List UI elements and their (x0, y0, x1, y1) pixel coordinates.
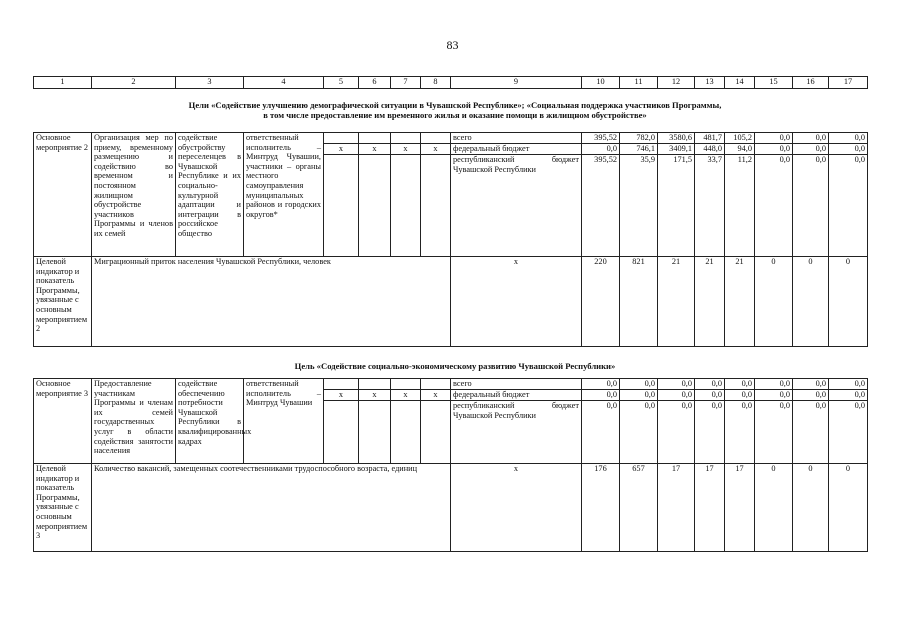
code-x: x (451, 257, 582, 347)
col-number: 12 (658, 77, 695, 89)
col-number: 15 (755, 77, 793, 89)
funding-value: 3580,6 (658, 133, 695, 144)
funding-value: 395,52 (582, 133, 620, 144)
code-x: x (359, 144, 391, 155)
code-x: x (324, 390, 359, 401)
funding-value: 0,0 (829, 401, 868, 464)
funding-source: республиканский бюджет Чувашской Республики (451, 401, 582, 464)
funding-value: 0,0 (829, 144, 868, 155)
funding-value: 0,0 (582, 390, 620, 401)
code-x: x (359, 390, 391, 401)
funding-source: всего (451, 379, 582, 390)
funding-value: 0,0 (725, 401, 755, 464)
measure-name: Основное мероприятие 3 (34, 379, 92, 464)
funding-source: республиканский бюджет Чувашской Республики (451, 155, 582, 257)
indicator-value: 657 (620, 464, 658, 552)
indicator-text: Количество вакансий, замещенных соотечественниками трудоспособного возраста, единиц (92, 464, 451, 552)
funding-value: 35,9 (620, 155, 658, 257)
funding-value: 0,0 (755, 144, 793, 155)
funding-value: 0,0 (755, 379, 793, 390)
col-number: 16 (793, 77, 829, 89)
indicator-value: 21 (725, 257, 755, 347)
funding-value: 0,0 (658, 401, 695, 464)
funding-value: 0,0 (755, 155, 793, 257)
funding-value: 0,0 (829, 390, 868, 401)
measure-description: Предоставление участникам Программы и членам их семей государственных услуг в области содействия занятости населения (92, 379, 176, 464)
indicator-value: 220 (582, 257, 620, 347)
funding-value: 0,0 (755, 133, 793, 144)
funding-value: 0,0 (793, 155, 829, 257)
indicator-value: 21 (695, 257, 725, 347)
measure-2-table (33, 132, 868, 347)
col-number: 3 (176, 77, 244, 89)
col-number: 7 (391, 77, 421, 89)
funding-source: федеральный бюджет (451, 144, 582, 155)
column-header-table (33, 76, 868, 89)
indicator-value: 176 (582, 464, 620, 552)
funding-value: 782,0 (620, 133, 658, 144)
funding-value: 0,0 (755, 401, 793, 464)
goal-heading-line: в том числе предоставление им временного жилья и оказание помощи в жилищном обустройстве» (263, 110, 647, 120)
col-number: 10 (582, 77, 620, 89)
measure-goal: содействие обустройству переселенцев в Чувашской Республике и их социально-культурной адаптации и интеграции в российское общество (176, 133, 244, 257)
funding-value: 0,0 (829, 379, 868, 390)
funding-value: 0,0 (755, 390, 793, 401)
indicator-label: Целевой индикатор и показатель Программы, увязанные с основным мероприятием 3 (34, 464, 92, 552)
measure-goal: содействие обеспечению потребности Чувашской Республики в квалифицированных кадрах (176, 379, 244, 464)
funding-value: 0,0 (582, 144, 620, 155)
indicator-value: 0 (829, 257, 868, 347)
col-number: 5 (324, 77, 359, 89)
measure-executor: ответственный исполнитель – Минтруд Чувашии (244, 379, 324, 464)
funding-value: 481,7 (695, 133, 725, 144)
indicator-value: 0 (793, 464, 829, 552)
funding-value: 0,0 (793, 133, 829, 144)
page-number: 83 (446, 38, 459, 52)
measure-description: Организация мер по приему, временному размещению и содействию во временном и постоянном жилищном обустройстве участников Программы и членов их семей (92, 133, 176, 257)
goal-heading-line: Цели «Содействие улучшению демографической ситуации в Чувашской Республике»; «Социальная поддержка участников Программы, (188, 100, 722, 110)
funding-value: 448,0 (695, 144, 725, 155)
funding-value: 94,0 (725, 144, 755, 155)
funding-source: всего (451, 133, 582, 144)
col-number: 8 (421, 77, 451, 89)
funding-value: 0,0 (620, 401, 658, 464)
funding-value: 33,7 (695, 155, 725, 257)
funding-value: 171,5 (658, 155, 695, 257)
funding-value: 0,0 (793, 379, 829, 390)
indicator-value: 21 (658, 257, 695, 347)
funding-value: 0,0 (793, 390, 829, 401)
measure-3-table (33, 378, 868, 552)
col-number: 6 (359, 77, 391, 89)
funding-value: 0,0 (620, 379, 658, 390)
indicator-label: Целевой индикатор и показатель Программы, увязанные с основным мероприятием 2 (34, 257, 92, 347)
code-x: x (391, 144, 421, 155)
indicator-value: 0 (793, 257, 829, 347)
funding-value: 0,0 (582, 379, 620, 390)
goal-heading-2 (60, 361, 850, 371)
funding-value: 0,0 (793, 401, 829, 464)
col-number: 14 (725, 77, 755, 89)
indicator-value: 0 (755, 464, 793, 552)
funding-value: 11,2 (725, 155, 755, 257)
funding-value: 0,0 (829, 155, 868, 257)
col-number: 13 (695, 77, 725, 89)
indicator-value: 0 (755, 257, 793, 347)
col-number: 4 (244, 77, 324, 89)
code-x: x (391, 390, 421, 401)
funding-source: федеральный бюджет (451, 390, 582, 401)
col-number: 11 (620, 77, 658, 89)
goal-heading-line: Цель «Содействие социально-экономическому развитию Чувашской Республики» (294, 361, 616, 371)
funding-value: 0,0 (695, 390, 725, 401)
code-x: x (421, 144, 451, 155)
col-number: 17 (829, 77, 868, 89)
measure-executor: ответственный исполнитель – Минтруд Чувашии, участники – органы местного самоуправления муниципальных районов и городских округов* (244, 133, 324, 257)
indicator-value: 17 (658, 464, 695, 552)
measure-name: Основное мероприятие 2 (34, 133, 92, 257)
funding-value: 0,0 (695, 379, 725, 390)
col-number: 1 (34, 77, 92, 89)
indicator-text: Миграционный приток населения Чувашской Республики, человек (92, 257, 451, 347)
funding-value: 395,52 (582, 155, 620, 257)
col-number: 2 (92, 77, 176, 89)
funding-value: 105,2 (725, 133, 755, 144)
funding-value: 0,0 (695, 401, 725, 464)
indicator-value: 17 (725, 464, 755, 552)
funding-value: 0,0 (829, 133, 868, 144)
col-number: 9 (451, 77, 582, 89)
code-x: x (451, 464, 582, 552)
funding-value: 0,0 (582, 401, 620, 464)
funding-value: 0,0 (658, 379, 695, 390)
indicator-value: 17 (695, 464, 725, 552)
indicator-value: 821 (620, 257, 658, 347)
funding-value: 746,1 (620, 144, 658, 155)
funding-value: 0,0 (793, 144, 829, 155)
funding-value: 3409,1 (658, 144, 695, 155)
funding-value: 0,0 (620, 390, 658, 401)
goal-heading-1 (60, 100, 850, 120)
code-x: x (421, 390, 451, 401)
funding-value: 0,0 (725, 390, 755, 401)
funding-value: 0,0 (725, 379, 755, 390)
funding-value: 0,0 (658, 390, 695, 401)
indicator-value: 0 (829, 464, 868, 552)
code-x: x (324, 144, 359, 155)
